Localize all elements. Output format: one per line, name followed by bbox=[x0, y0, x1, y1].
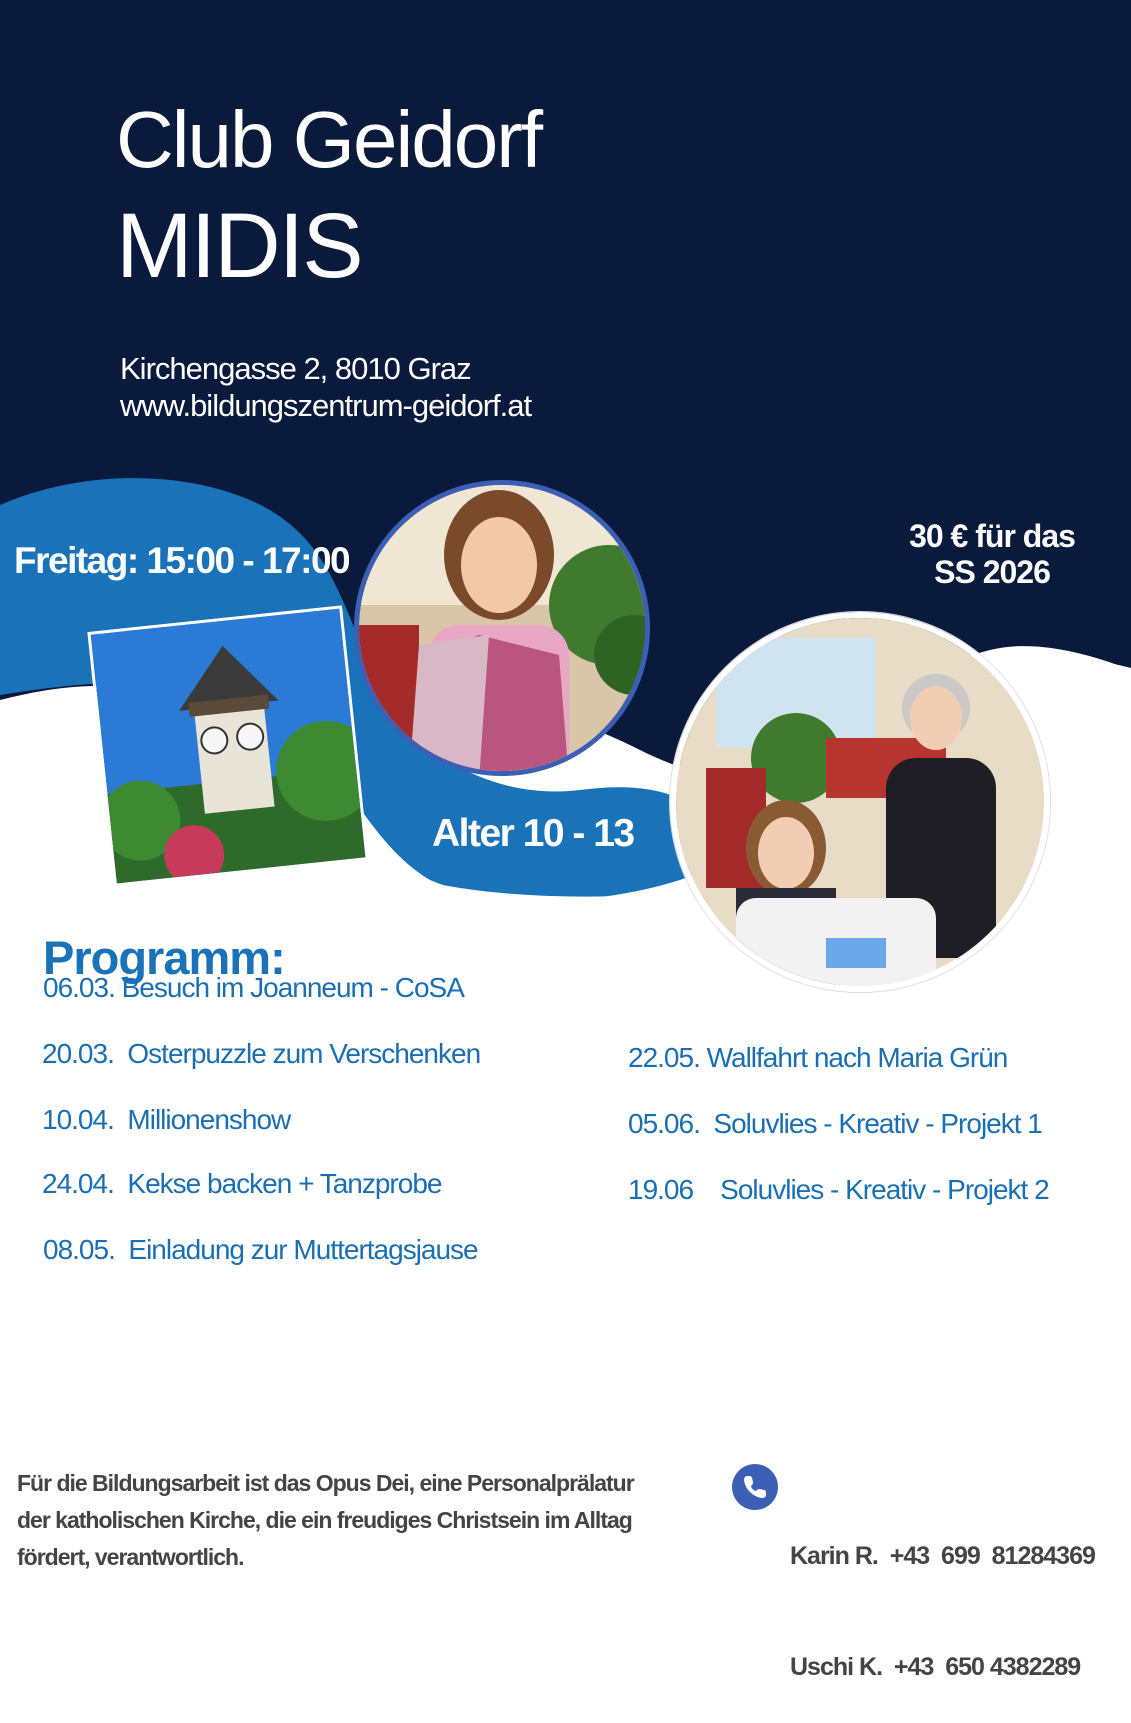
photo-clock-tower bbox=[87, 605, 368, 886]
program-heading: Programm: bbox=[43, 931, 285, 984]
program-item: 24.04. Kekse backen + Tanzprobe bbox=[42, 1168, 442, 1199]
program-item: 05.06. Soluvlies - Kreativ - Projekt 1 bbox=[628, 1108, 1042, 1139]
address-line: Kirchengasse 2, 8010 Graz bbox=[120, 351, 471, 386]
program-item: 20.03. Osterpuzzle zum Verschenken bbox=[42, 1038, 481, 1069]
price-line: 30 € für das bbox=[909, 518, 1075, 554]
sponsor-disclaimer: Für die Bildungsarbeit ist das Opus Dei, eine Personalprälatur der katholischen Kirche, die ein freudiges Christsein im Alltag fördert, verantwortlich. bbox=[17, 1470, 634, 1570]
photo-girl-sewing bbox=[354, 480, 650, 776]
contact-list bbox=[790, 1464, 1095, 1723]
photo-sewing-workshop bbox=[670, 612, 1050, 992]
program-item: 19.06 Soluvlies - Kreativ - Projekt 2 bbox=[628, 1174, 1049, 1205]
club-title: Club Geidorf bbox=[116, 95, 542, 184]
photo-clock-tower-image bbox=[91, 608, 369, 887]
program-item: 22.05. Wallfahrt nach Maria Grün bbox=[628, 1042, 1008, 1073]
semester-line: SS 2026 bbox=[934, 554, 1050, 590]
photo-sewing-workshop-image bbox=[676, 618, 1050, 992]
age-range: Alter 10 - 13 bbox=[432, 812, 634, 855]
phone-icon bbox=[732, 1464, 778, 1510]
program-item: 08.05. Einladung zur Muttertagsjause bbox=[43, 1234, 478, 1265]
contact-karin[interactable]: Karin R. +43 699 81284369 bbox=[790, 1542, 1095, 1570]
group-title: MIDIS bbox=[116, 195, 362, 297]
price-badge bbox=[892, 518, 1092, 590]
contact-uschi[interactable]: Uschi K. +43 650 4382289 bbox=[790, 1653, 1081, 1681]
address-block bbox=[120, 350, 531, 424]
phone-icon-glyph bbox=[732, 1464, 778, 1510]
website-link[interactable]: www.bildungszentrum-geidorf.at bbox=[120, 388, 532, 423]
photo-girl-sewing-image bbox=[359, 485, 650, 776]
program-item: 10.04. Millionenshow bbox=[42, 1104, 291, 1135]
meeting-time: Freitag: 15:00 - 17:00 bbox=[14, 540, 350, 581]
program-item: 06.03. Besuch im Joanneum - CoSA bbox=[43, 972, 464, 1003]
